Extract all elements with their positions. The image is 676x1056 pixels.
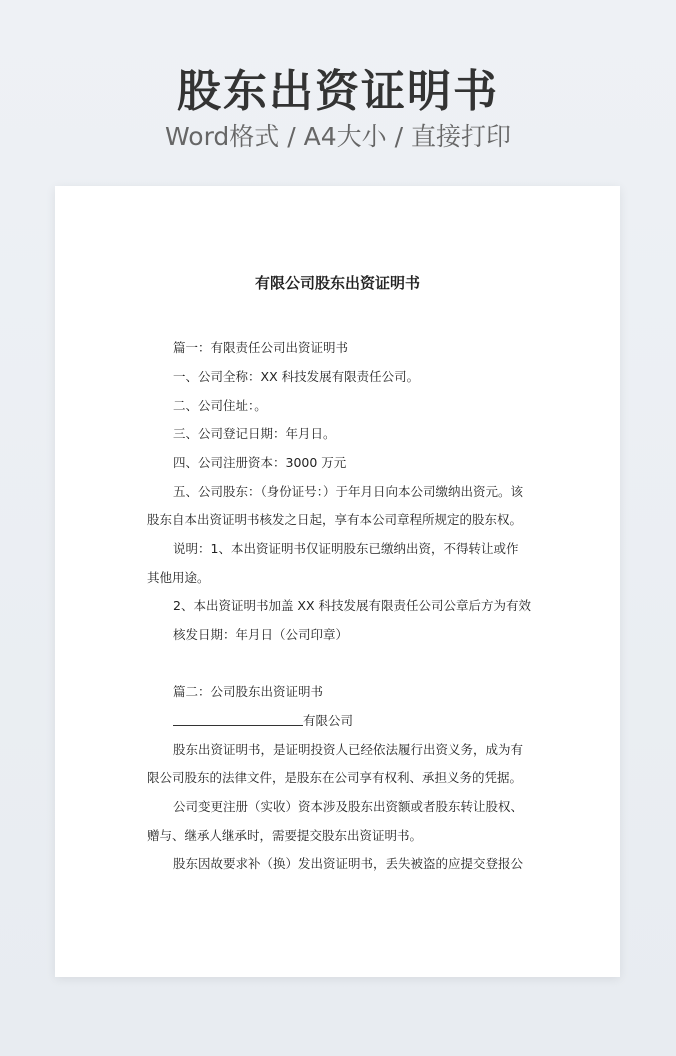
company-name-suffix: 有限公司	[303, 713, 354, 728]
paragraph-line: 限公司股东的法律文件，是股东在公司享有权利、承担义务的凭据。	[147, 770, 523, 785]
company-name-line	[173, 711, 353, 731]
document-title: 有限公司股东出资证明书	[254, 274, 420, 292]
paragraph-line: 四、公司注册资本：3000 万元	[173, 455, 347, 470]
paragraph-line: 二、公司住址：。	[173, 398, 267, 413]
banner-subtitle: Word格式 / A4大小 / 直接打印	[165, 122, 511, 151]
paragraph-line: 股东自本出资证明书核发之日起，享有本公司章程所规定的股东权。	[147, 512, 523, 527]
paragraph-line: 其他用途。	[147, 570, 210, 585]
section1-heading: 篇一：有限责任公司出资证明书	[173, 340, 349, 355]
paragraph-line: 赠与、继承人继承时，需要提交股东出资证明书。	[147, 828, 423, 843]
paragraph-line: 三、公司登记日期：年月日。	[173, 426, 336, 441]
document-page	[55, 186, 620, 977]
paragraph-line: 一、公司全称：XX 科技发展有限责任公司。	[173, 369, 420, 384]
paragraph-line: 公司变更注册（实收）资本涉及股东出资额或者股东转让股权、	[173, 799, 524, 814]
paragraph-line: 股东出资证明书，是证明投资人已经依法履行出资义务，成为有	[173, 742, 524, 757]
section2-heading: 篇二：公司股东出资证明书	[173, 684, 324, 699]
paragraph-line: 五、公司股东：（身份证号：）于年月日向本公司缴纳出资元。该	[173, 484, 524, 499]
paragraph-line: 说明：1、本出资证明书仅证明股东已缴纳出资，不得转让或作	[173, 541, 519, 556]
paragraph-line: 核发日期：年月日（公司印章）	[173, 627, 349, 642]
banner-title: 股东出资证明书	[177, 66, 499, 117]
company-name-blank	[173, 711, 303, 726]
paragraph-line: 股东因故要求补（换）发出资证明书，丢失被盗的应提交登报公	[173, 856, 524, 871]
paragraph-line: 2、本出资证明书加盖 XX 科技发展有限责任公司公章后方为有效	[173, 598, 532, 613]
banner	[0, 0, 676, 180]
